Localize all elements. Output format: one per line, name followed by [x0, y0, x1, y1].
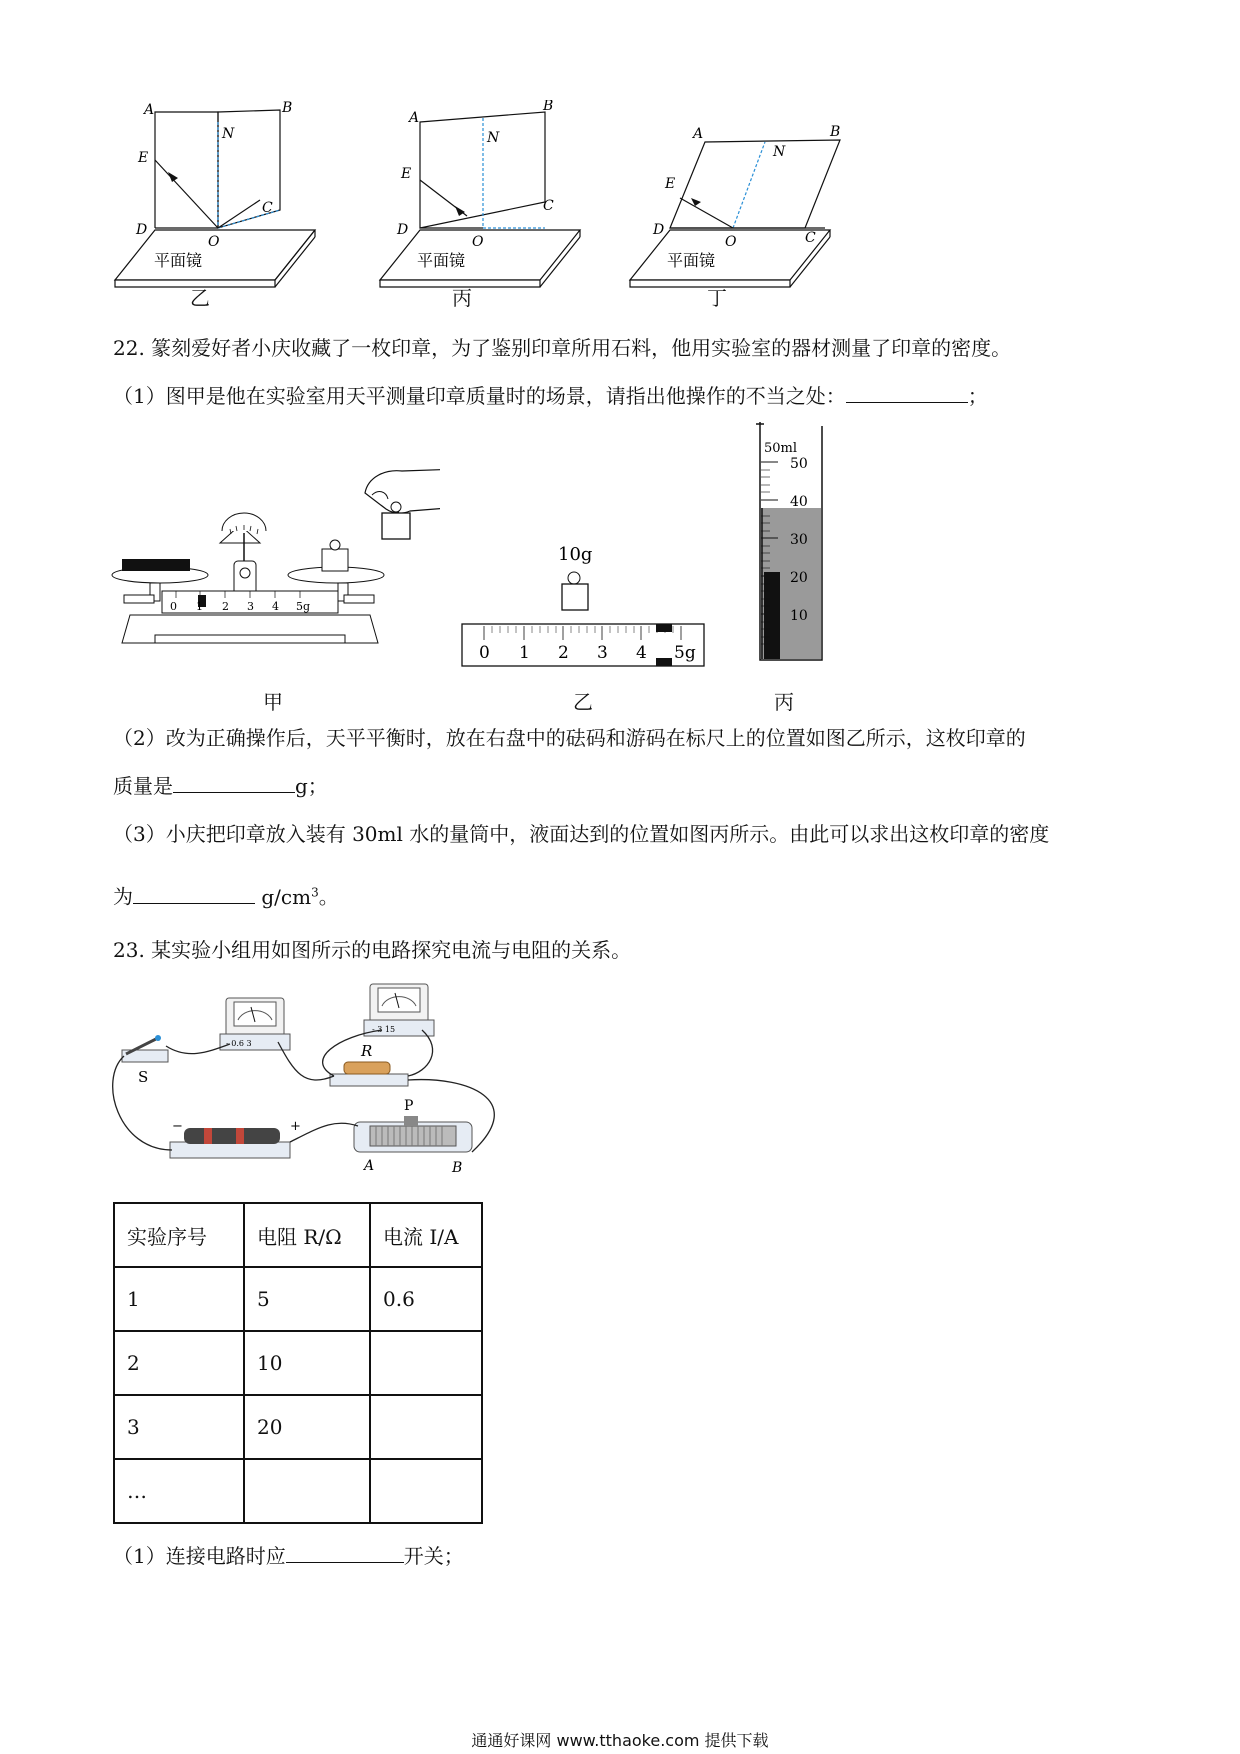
balance-figure	[110, 455, 440, 675]
q22-part2-blank[interactable]	[173, 772, 295, 793]
table-row	[114, 1331, 482, 1395]
svg-text:5g: 5g	[674, 643, 696, 663]
fig-yi-caption: 乙	[573, 690, 593, 714]
end-a-label: A	[364, 1158, 375, 1174]
svg-text:N: N	[487, 130, 500, 146]
table-cell: 3	[114, 1395, 244, 1459]
svg-text:1: 1	[196, 600, 203, 613]
svg-text:N: N	[773, 144, 786, 160]
table-cell: …	[114, 1459, 244, 1523]
q22-part1	[113, 382, 988, 410]
svg-text:平面镜: 平面镜	[417, 251, 466, 270]
svg-text:E: E	[401, 166, 412, 182]
fig-jia-caption: 甲	[263, 690, 283, 714]
ruler-figure	[460, 540, 710, 670]
svg-text:2: 2	[222, 600, 229, 613]
q22-part3-blank[interactable]	[133, 883, 255, 904]
slider-p-label: P	[404, 1098, 414, 1114]
q22-part2-line1: （2）改为正确操作后，天平平衡时，放在右盘中的砝码和游码在标尺上的位置如图乙所示，这枚印章的	[113, 726, 1026, 750]
table-row	[114, 1395, 482, 1459]
svg-text:D: D	[136, 222, 148, 238]
voltmeter-scale: - 3 15	[372, 1025, 396, 1034]
resistor-label: R	[361, 1042, 373, 1060]
svg-text:O: O	[472, 234, 484, 250]
table-cell: 20	[244, 1395, 370, 1459]
end-b-label: B	[452, 1160, 463, 1176]
svg-text:0: 0	[479, 643, 490, 663]
beam-tick: 0	[170, 600, 177, 613]
table-cell[interactable]	[370, 1395, 482, 1459]
svg-text:E: E	[138, 150, 149, 166]
svg-text:D: D	[397, 222, 409, 238]
circuit-figure	[108, 980, 528, 1185]
table-header-cell: 电阻 R/Ω	[244, 1203, 370, 1267]
svg-text:N: N	[222, 126, 235, 142]
q23-stem: 23. 某实验小组用如图所示的电路探究电流与电阻的关系。	[113, 938, 632, 962]
mirror-figure-yi	[110, 100, 325, 310]
mirror-figure-bing	[375, 100, 590, 310]
table-header-cell: 实验序号	[114, 1203, 244, 1267]
svg-text:20: 20	[790, 570, 808, 586]
q22-part1-blank[interactable]	[846, 382, 968, 403]
svg-text:B: B	[282, 100, 293, 116]
q22-part3-end: 。	[318, 884, 339, 909]
q22-part3-line2	[113, 878, 339, 911]
table-cell: 2	[114, 1331, 244, 1395]
cylinder-figure	[752, 420, 832, 670]
q22-part1-end: ；	[967, 384, 988, 408]
table-row	[114, 1459, 482, 1523]
svg-text:3: 3	[597, 643, 608, 663]
svg-text:C: C	[543, 198, 554, 214]
q22-part3-unit	[255, 885, 319, 909]
q23-part1-text: （1）连接电路时应	[113, 1544, 286, 1568]
cylinder-unit-label: 50ml	[764, 441, 798, 456]
svg-text:D: D	[653, 222, 665, 238]
q22-part3-unit-text: g/cm	[261, 884, 312, 909]
svg-text:4: 4	[272, 600, 279, 613]
table-header-cell: 电流 I/A	[370, 1203, 482, 1267]
q22-part2-text: 质量是	[113, 774, 173, 798]
table-cell[interactable]	[370, 1331, 482, 1395]
q22-part3-line1: （3）小庆把印章放入装有 30ml 水的量筒中，液面达到的位置如图丙所示。由此可以求出这枚印章的密度	[113, 822, 1050, 846]
svg-text:A: A	[144, 102, 155, 118]
svg-text:B: B	[830, 124, 841, 140]
svg-text:1: 1	[519, 643, 530, 663]
fig-bing-caption: 丙	[774, 690, 794, 714]
svg-text:5g: 5g	[296, 600, 311, 613]
mirror-caption-yi: 乙	[190, 286, 210, 310]
svg-text:10: 10	[790, 608, 808, 624]
svg-text:−: −	[172, 1119, 183, 1134]
q22-part2-unit: g；	[295, 774, 328, 798]
mirror-caption-bing: 丙	[452, 286, 472, 310]
mirror-caption-ding: 丁	[707, 286, 727, 310]
table-cell: 10	[244, 1331, 370, 1395]
svg-text:C: C	[262, 200, 273, 216]
svg-text:50: 50	[790, 456, 808, 472]
table-cell	[244, 1459, 370, 1523]
svg-text:30: 30	[790, 532, 808, 548]
q22-part3-unit-sup: 3	[311, 885, 319, 899]
q22-part3-text: 为	[113, 884, 133, 909]
svg-text:3: 3	[247, 600, 254, 613]
switch-label: S	[138, 1068, 149, 1086]
q23-part1-blank[interactable]	[286, 1542, 404, 1563]
svg-text:A: A	[409, 110, 420, 126]
q23-part1-end: 开关；	[403, 1544, 464, 1568]
svg-text:平面镜: 平面镜	[667, 251, 716, 270]
table-cell	[370, 1459, 482, 1523]
q22-part1-text: （1）图甲是他在实验室用天平测量印章质量时的场景，请指出他操作的不当之处：	[113, 384, 846, 408]
page-footer: 通通好课网 www.tthaoke.com 提供下载	[471, 1731, 769, 1750]
q22-stem: 22. 篆刻爱好者小庆收藏了一枚印章，为了鉴别印章所用石料，他用实验室的器材测量了印章的密度。	[113, 336, 1012, 360]
ammeter-scale: - 0.6 3	[226, 1039, 252, 1048]
svg-text:2: 2	[558, 643, 569, 663]
svg-text:+: +	[290, 1119, 301, 1134]
table-cell: 5	[244, 1267, 370, 1331]
table-header-row	[114, 1203, 482, 1267]
table-cell: 1	[114, 1267, 244, 1331]
mirror-label: 平面镜	[154, 251, 203, 270]
svg-text:B: B	[543, 100, 554, 114]
svg-text:E: E	[665, 176, 676, 192]
table-cell: 0.6	[370, 1267, 482, 1331]
svg-text:A: A	[693, 126, 704, 142]
q22-part2-line2	[113, 772, 328, 800]
q23-table	[113, 1202, 483, 1524]
q23-part1	[113, 1542, 464, 1570]
mirror-figure-ding	[625, 100, 850, 310]
svg-text:O: O	[208, 234, 220, 250]
svg-text:40: 40	[790, 494, 808, 510]
svg-text:C: C	[805, 230, 816, 246]
svg-text:4: 4	[636, 643, 647, 663]
svg-text:O: O	[725, 234, 737, 250]
slider-weight-label: 10g	[558, 544, 593, 565]
table-row	[114, 1267, 482, 1331]
